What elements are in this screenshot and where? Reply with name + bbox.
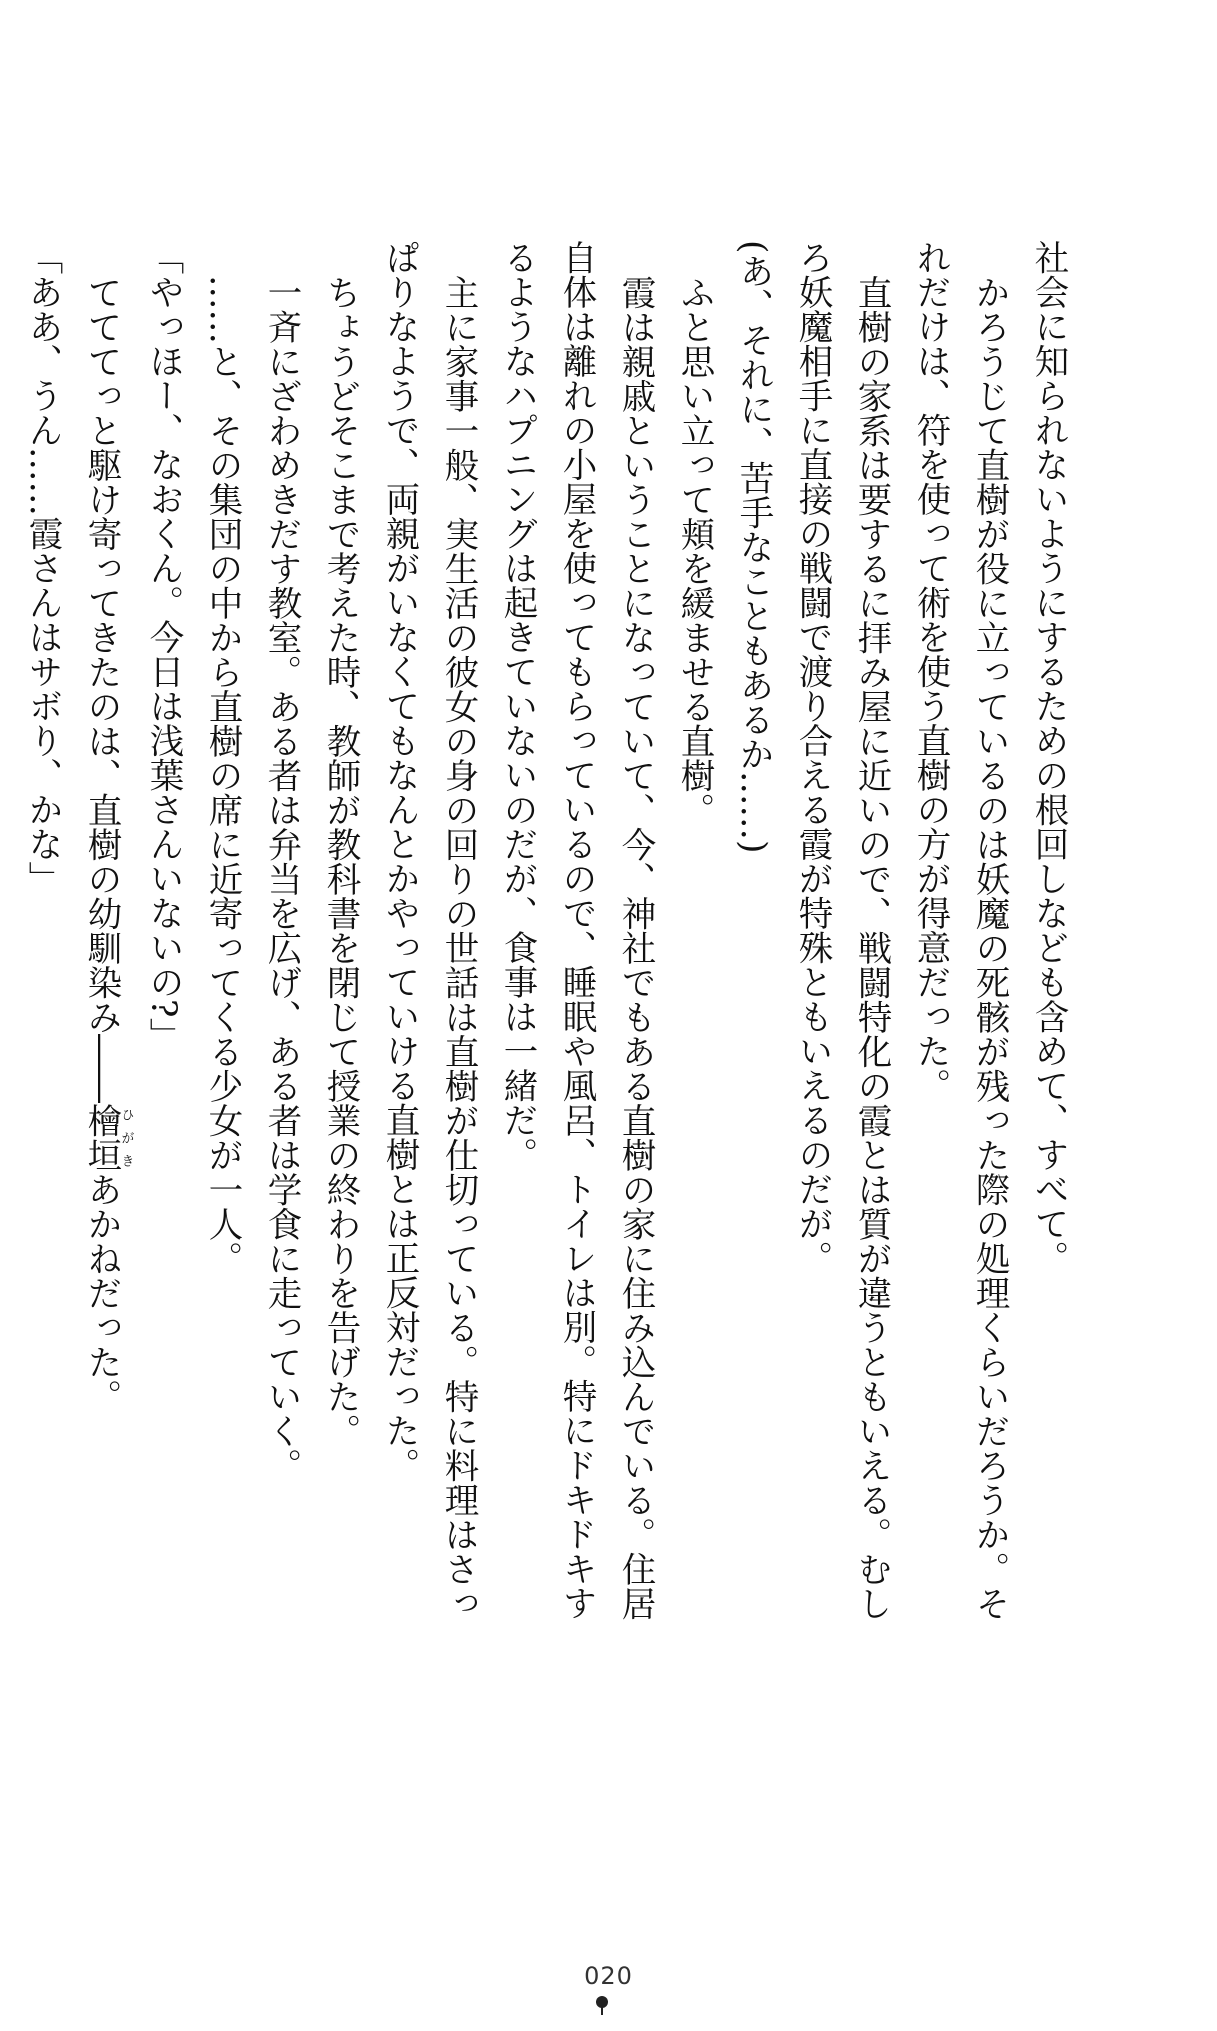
text-line: 「やっほー、なおくん。今日は浅葉さんいないの?」 (143, 240, 183, 1052)
text-line: 一斉にざわめきだす教室。ある者は弁当を広げ、ある者は学食に走っていく。 (261, 274, 301, 1482)
text-line: ふと思い立って頬を緩ませる直樹。 (674, 274, 714, 827)
ruby-base: 檜垣 (81, 1102, 121, 1172)
ruby-name (81, 1102, 134, 1172)
text-line: ろ妖魔相手に直接の戦闘で渡り合える霞が特殊ともいえるのだが。 (792, 240, 832, 1275)
page-ornament-icon (596, 1996, 608, 2008)
text-segment: てててっと駆け寄ってきたのは、直樹の幼馴染み―― (81, 274, 121, 1103)
ruby-reading: ひがき (118, 1102, 134, 1172)
text-line: ……と、その集団の中から直樹の席に近寄ってくる少女が一人。 (202, 274, 242, 1275)
text-line: 「ああ、うん……霞さんはサボり、かな」 (22, 240, 62, 896)
text-line: ぱりなようで、両親がいなくてもなんとかやっていける直樹とは正反対だった。 (379, 240, 419, 1482)
text-line: 主に家事一般、実生活の彼女の身の回りの世話は直樹が仕切っている。特に料理はさっ (438, 274, 478, 1620)
page-number: 020 (584, 1962, 633, 1990)
text-line: ちょうどそこまで考えた時、教師が教科書を閉じて授業の終わりを告げた。 (320, 274, 360, 1448)
text-line: 社会に知られないようにするための根回しなども含めて、すべて。 (1028, 240, 1068, 1275)
text-line: 霞は親戚ということになっていて、今、神社でもある直樹の家に住み込んでいる。住居 (615, 274, 655, 1620)
text-segment: あかねだった。 (81, 1171, 121, 1413)
vertical-text-body (12, 240, 1077, 1800)
text-line: るようなハプニングは起きていないのだが、食事は一緒だ。 (497, 240, 537, 1172)
text-line-with-ruby (71, 240, 133, 1800)
text-line: かろうじて直樹が役に立っているのは妖魔の死骸が残った際の処理くらいだろうか。そ (969, 274, 1009, 1620)
text-line: 自体は離れの小屋を使ってもらっているので、睡眠や風呂、トイレは別。特にドキドキす (556, 240, 596, 1620)
text-line: れだけは、符を使って術を使う直樹の方が得意だった。 (910, 240, 950, 1103)
text-line: (あ、それに、苦手なこともあるか……) (733, 240, 773, 854)
text-line: 直樹の家系は要するに拝み屋に近いので、戦闘特化の霞とは質が違うともいえる。むし (851, 274, 891, 1620)
